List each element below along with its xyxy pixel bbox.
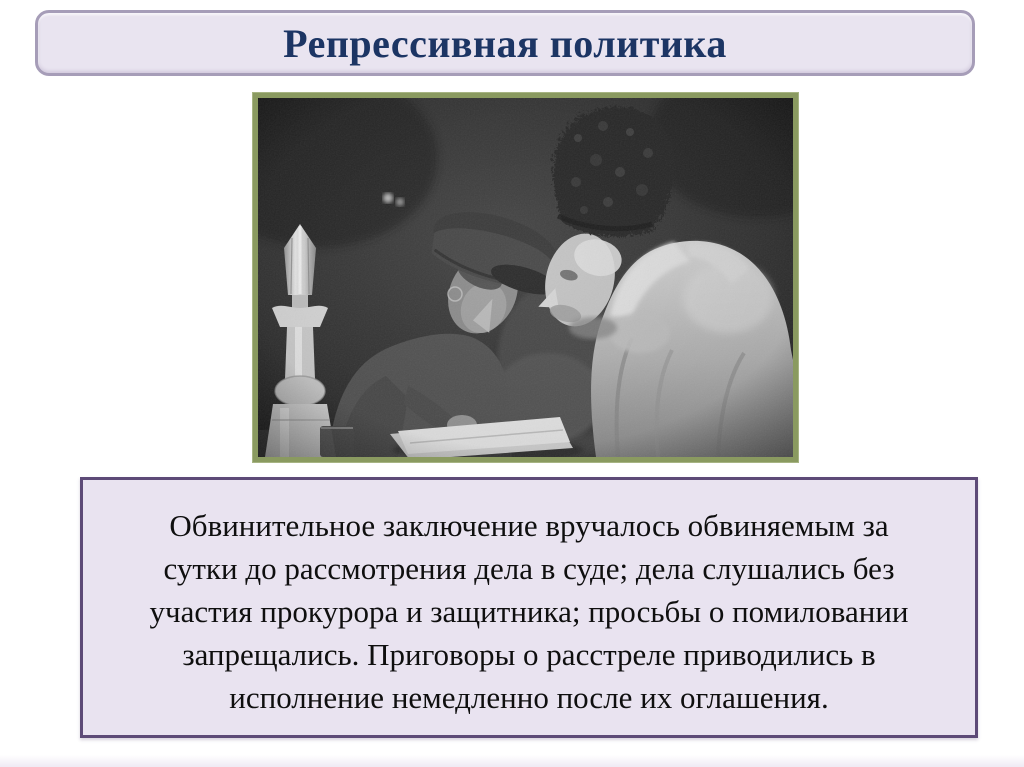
body-text-line: сутки до рассмотрения дела в суде; дела слушались без bbox=[163, 551, 895, 586]
slide-title-box bbox=[35, 10, 975, 76]
body-text-line: Обвинительное заключение вручалось обвиняемым за bbox=[169, 508, 889, 543]
body-text-box bbox=[80, 477, 978, 738]
slide-title: Репрессивная политика bbox=[283, 20, 727, 66]
bottom-edge-fade bbox=[0, 755, 1024, 767]
photo-frame bbox=[253, 93, 798, 462]
historical-photo bbox=[258, 98, 793, 457]
body-text-line: исполнение немедленно после их оглашения. bbox=[229, 680, 829, 715]
body-text-line: участия прокурора и защитника; просьбы о помиловании bbox=[149, 594, 909, 629]
body-text-line: запрещались. Приговоры о расстреле приводились в bbox=[182, 637, 876, 672]
